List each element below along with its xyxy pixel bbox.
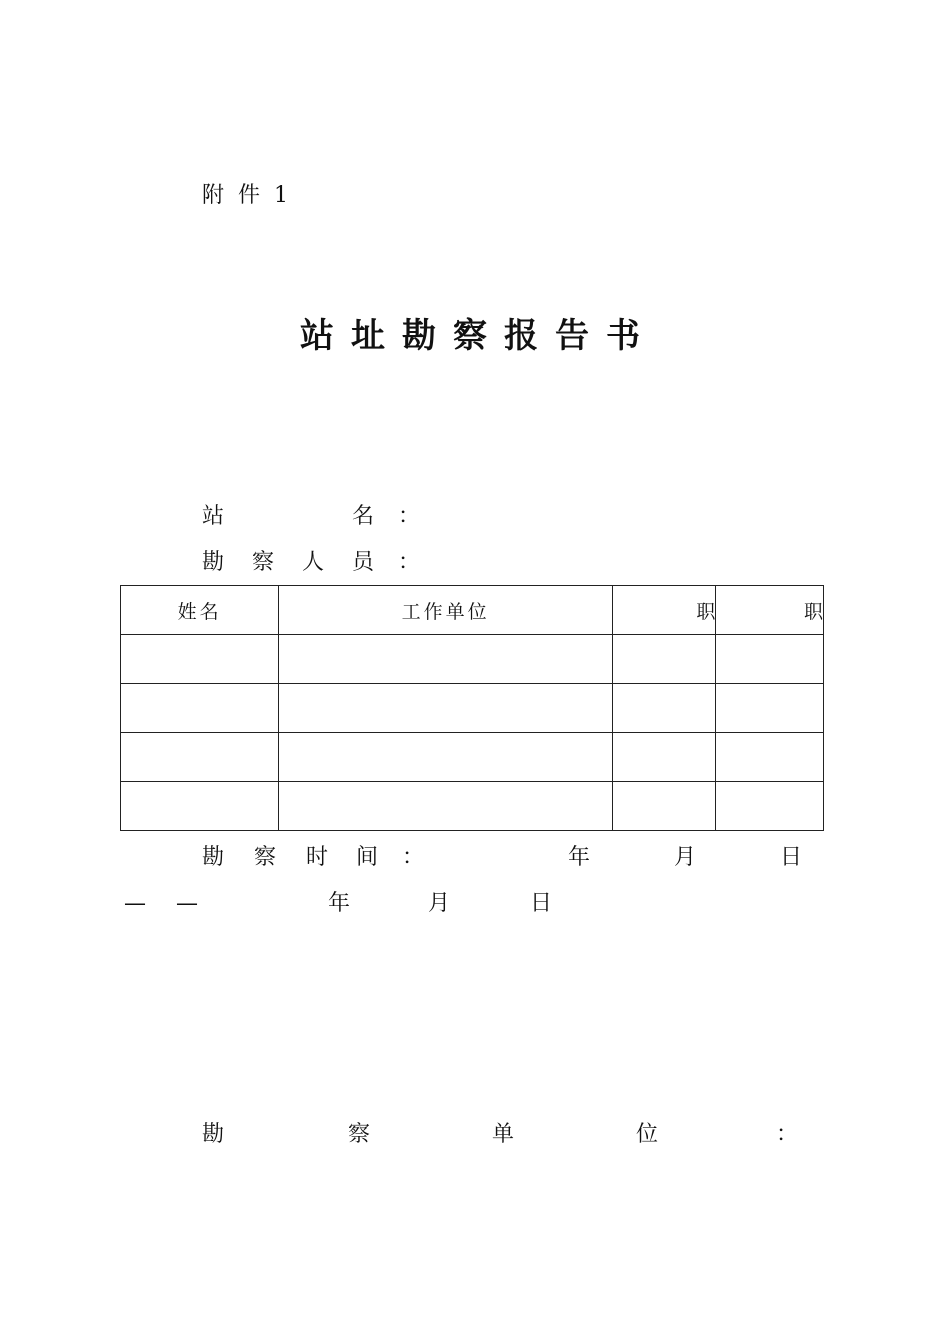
surveyors-label [202,548,421,578]
surveyors-colon: ： [398,550,421,575]
header-work-unit: 工作单位 [279,586,612,635]
header-title: 职 [716,586,824,635]
cell-work-unit[interactable] [279,782,612,831]
station-colon: ： [398,504,421,529]
cell-position[interactable] [612,684,716,733]
personnel-table [120,585,824,831]
year-label: 年 [568,845,591,870]
cell-position[interactable] [612,635,716,684]
cell-name[interactable] [121,635,279,684]
attachment-label: 附件1 [202,183,302,208]
survey-time-char: 勘 [202,845,225,870]
cell-title[interactable] [716,684,824,733]
table-row [121,782,824,831]
page-title: 站址勘察报告书 [300,316,657,356]
survey-unit-colon: ： [776,1122,799,1147]
survey-time-line2 [124,889,554,919]
surveyors-char: 人 [302,550,325,575]
year-label: 年 [328,891,351,916]
dash: — [176,891,198,916]
month-label: 月 [428,891,451,916]
cell-work-unit[interactable] [279,635,612,684]
surveyors-char: 察 [252,550,275,575]
header-name: 姓名 [121,586,279,635]
cell-name[interactable] [121,733,279,782]
survey-unit-char: 察 [348,1122,371,1147]
survey-time-char: 间 [356,845,379,870]
cell-name[interactable] [121,782,279,831]
cell-name[interactable] [121,684,279,733]
cell-title[interactable] [716,733,824,782]
cell-work-unit[interactable] [279,733,612,782]
station-char: 站 [202,504,225,529]
survey-unit-char: 单 [492,1122,515,1147]
table-row [121,635,824,684]
day-label: 日 [530,891,553,916]
cell-work-unit[interactable] [279,684,612,733]
survey-unit-char: 勘 [202,1122,225,1147]
survey-unit-char: 位 [636,1122,659,1147]
station-char: 名 [352,504,375,529]
cell-position[interactable] [612,733,716,782]
survey-time-char: 察 [254,845,277,870]
survey-time-char: 时 [306,845,329,870]
table-row [121,733,824,782]
cell-title[interactable] [716,635,824,684]
station-name-label [202,502,421,532]
dash: — [124,891,146,916]
cell-title[interactable] [716,782,824,831]
month-label: 月 [674,845,697,870]
cell-position[interactable] [612,782,716,831]
survey-time-line1 [202,843,802,873]
surveyors-char: 勘 [202,550,225,575]
surveyors-char: 员 [352,550,375,575]
day-label: 日 [780,845,803,870]
table-row [121,684,824,733]
survey-time-colon: ： [402,845,425,870]
table-header-row [121,586,824,635]
header-position: 职 [612,586,716,635]
survey-unit-label [202,1120,799,1150]
